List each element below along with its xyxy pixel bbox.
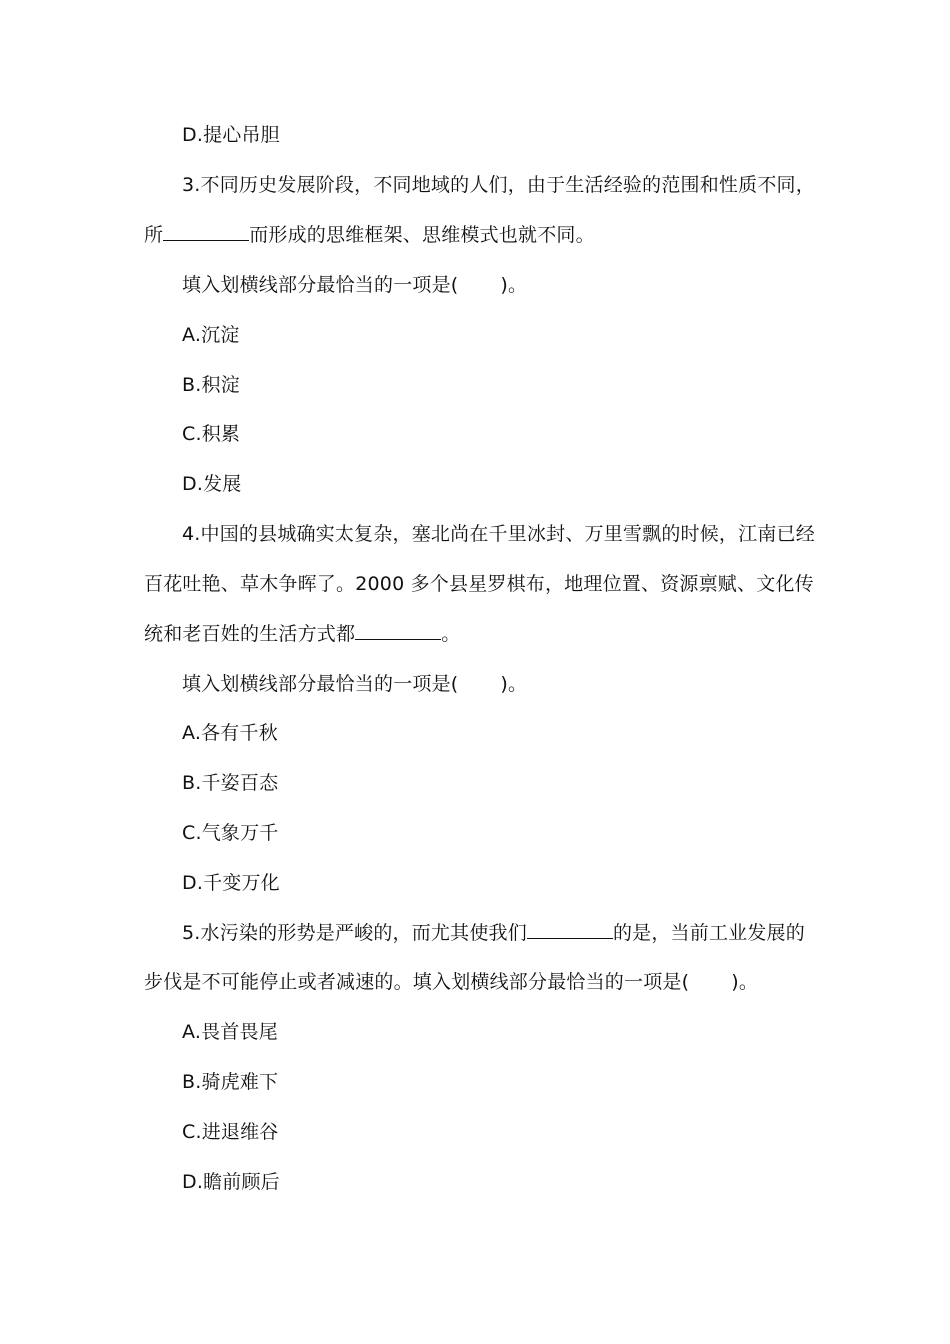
- q3-stem-line1: 3.不同历史发展阶段，不同地域的人们，由于生活经验的范围和性质不同，: [182, 174, 815, 196]
- q4-option-a: A.各有千秋: [182, 722, 278, 744]
- q5-option-a: A.畏首畏尾: [182, 1021, 278, 1043]
- q5-option-d: D.瞻前顾后: [182, 1171, 280, 1193]
- q4-stem-line3-post: 。: [441, 623, 461, 645]
- q4-option-b: B.千姿百态: [182, 772, 279, 794]
- q5-option-b: B.骑虎难下: [182, 1071, 279, 1093]
- q5-answer-blank: [527, 920, 613, 939]
- q5-stem-line2-post: )。: [731, 971, 759, 993]
- q3-stem-line2-post: 而形成的思维框架、思维模式也就不同。: [249, 224, 595, 246]
- q2-option-d: D.提心吊胆: [182, 124, 280, 146]
- q4-stem-line2: 百花吐艳、草木争晖了。2000 多个县星罗棋布，地理位置、资源禀赋、文化传: [144, 573, 814, 595]
- q4-stem-line3-pre: 统和老百姓的生活方式都: [144, 623, 356, 645]
- q3-option-a: A.沉淀: [182, 324, 240, 346]
- q4-prompt-pre: 填入划横线部分最恰当的一项是(: [182, 673, 459, 695]
- q4-prompt: [182, 671, 527, 697]
- q3-answer-blank: [163, 222, 249, 241]
- q5-option-c: C.进退维谷: [182, 1121, 279, 1143]
- q5-stem-line1: [182, 920, 805, 946]
- q3-stem-line2-pre: 所: [144, 224, 164, 246]
- q3-prompt: [182, 272, 527, 298]
- q3-option-b: B.积淀: [182, 374, 240, 396]
- q5-stem-line1-post: 的是，当前工业发展的: [612, 922, 805, 944]
- q4-option-d: D.千变万化: [182, 872, 280, 894]
- q5-stem-line2-pre: 步伐是不可能停止或者减速的。填入划横线部分最恰当的一项是(: [144, 971, 690, 993]
- q4-answer-blank: [355, 621, 441, 640]
- q3-option-d: D.发展: [182, 473, 242, 495]
- q5-stem-line2: [144, 969, 758, 995]
- q3-stem-line2: [144, 222, 595, 248]
- q5-stem-line1-pre: 5.水污染的形势是严峻的，而尤其使我们: [182, 922, 527, 944]
- q3-prompt-pre: 填入划横线部分最恰当的一项是(: [182, 274, 459, 296]
- q3-option-c: C.积累: [182, 423, 241, 445]
- q4-prompt-post: )。: [500, 673, 528, 695]
- q3-prompt-post: )。: [500, 274, 528, 296]
- q4-stem-line1: 4.中国的县城确实太复杂，塞北尚在千里冰封、万里雪飘的时候，江南已经: [182, 523, 815, 545]
- q4-option-c: C.气象万千: [182, 822, 279, 844]
- q4-stem-line3: [144, 621, 460, 647]
